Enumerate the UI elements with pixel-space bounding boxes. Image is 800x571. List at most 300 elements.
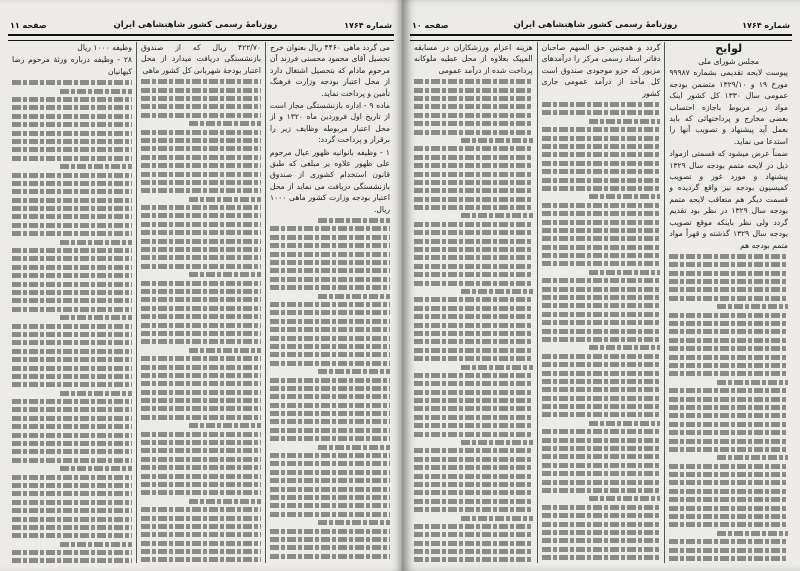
illegible-text-line (12, 198, 132, 203)
illegible-text-line (542, 278, 661, 283)
illegible-text-line (141, 172, 261, 177)
illegible-text-line (414, 297, 533, 302)
illegible-text-line (414, 398, 533, 403)
illegible-text-line (270, 310, 390, 315)
illegible-text-line (414, 499, 533, 504)
illegible-text-line (669, 480, 788, 485)
illegible-text-line (542, 102, 661, 107)
illegible-text-line (542, 127, 661, 132)
illegible-text-line (12, 416, 132, 421)
page-number: صفحه ۱۰ (412, 20, 449, 30)
illegible-text-line (669, 296, 788, 301)
illegible-text-line (669, 539, 788, 544)
illegible-text-line (589, 345, 660, 350)
illegible-text-line (60, 315, 132, 320)
illegible-text-line (12, 223, 132, 228)
illegible-text-line (461, 440, 532, 445)
illegible-text-line (189, 121, 261, 126)
illegible-text-line (141, 213, 261, 218)
illegible-text-line (270, 503, 390, 508)
illegible-text-line (542, 412, 661, 417)
illegible-text-line (414, 348, 533, 353)
illegible-text-line (542, 438, 661, 443)
illegible-text-line (270, 419, 390, 424)
illegible-text-line (542, 538, 661, 543)
illegible-text-line (414, 130, 533, 135)
illegible-text-line (542, 303, 661, 308)
illegible-text-line (270, 436, 390, 441)
illegible-text-line (414, 390, 533, 395)
illegible-text-line (12, 458, 132, 463)
illegible-text-line (542, 320, 661, 325)
illegible-text-line (270, 537, 390, 542)
illegible-text-line (270, 327, 390, 332)
illegible-text-line (141, 549, 261, 554)
paragraph: ۴۲۲/۷۰ ریال که از صندوق بازنشستگی دریافت میدارد از محل اعتبار بودجهٔ شهربانی کل کشور ماهی (141, 43, 261, 75)
illegible-text-line (542, 379, 661, 384)
illegible-text-line (12, 357, 132, 362)
illegible-text-line (669, 556, 788, 561)
illegible-text-line (141, 474, 261, 479)
illegible-text-line (270, 529, 390, 534)
illegible-text-line (270, 260, 390, 265)
illegible-text-line (669, 439, 788, 444)
illegible-text-line (141, 406, 261, 411)
column-left (8, 42, 136, 563)
illegible-text-line (717, 455, 788, 460)
paragraph: می گردد ماهی ۴۴۶۰ ریال بعنوان خرج تحصیل آقای محمود محسنی فرزند آن مرحوم مادام که بتحصیل اشتغال دارد از محل اعتبار بودجه وزارت فرهنگ تأمین و پرداخت نماید. (270, 43, 390, 98)
illegible-text-line (669, 271, 788, 276)
illegible-text-line (414, 222, 533, 227)
illegible-text-line (141, 557, 261, 562)
illegible-text-line (414, 180, 533, 185)
illegible-text-line (12, 105, 132, 110)
illegible-text-line (414, 255, 533, 260)
illegible-text-line (542, 236, 661, 241)
illegible-text-line (414, 272, 533, 277)
illegible-text-line (141, 306, 261, 311)
illegible-text-line (12, 122, 132, 127)
illegible-text-line (12, 483, 132, 488)
illegible-text-line (669, 254, 788, 259)
paragraph: ۱ - وظیفه بانوانیه ظهور عیال مرحوم علی ظهور علاوه بر مبلغی که طبق قانون استخدام کشوری از صندوق بازنشستگی دریافت می نماید از محل اعتبار بودجه وزارت کشور ماهی ۱۰۰۰ ریال. (270, 147, 390, 214)
newspaper-title: روزنامهٔ رسمی کشور شاهنشاهی ایران (513, 20, 678, 30)
illegible-text-line (141, 297, 261, 302)
column-right (265, 42, 394, 563)
illegible-text-line (542, 245, 661, 250)
illegible-text-line (141, 155, 261, 160)
paragraph: هزینه اعزام ورزشکاران در مسابقه المپیک بعلاوه از محل عطیه ملوکانه پرداخت شده از درآمد عمومی (413, 43, 533, 75)
illegible-text-line (141, 239, 261, 244)
illegible-text-line (414, 381, 533, 386)
newspaper-title: روزنامهٔ رسمی کشور شاهنشاهی ایران (113, 20, 278, 30)
illegible-text-line (12, 189, 132, 194)
illegible-text-line (12, 558, 132, 563)
illegible-text-line (669, 514, 788, 519)
illegible-text-line (141, 180, 261, 185)
illegible-text-line (669, 329, 788, 334)
illegible-text-line (414, 314, 533, 319)
illegible-text-line (189, 272, 261, 277)
illegible-text-line (141, 398, 261, 403)
illegible-text-line (542, 513, 661, 518)
illegible-text-line (270, 470, 390, 475)
illegible-text-line (12, 265, 132, 270)
illegible-text-line (141, 230, 261, 235)
illegible-text-line (12, 525, 132, 530)
illegible-text-line (542, 471, 661, 476)
header-rule (410, 34, 792, 41)
illegible-text-line (189, 499, 261, 504)
illegible-text-line (141, 205, 261, 210)
illegible-text-line (542, 404, 661, 409)
illegible-text-line (414, 264, 533, 269)
column-middle (136, 42, 265, 563)
page-number: صفحه ۱۱ (10, 20, 47, 30)
illegible-text-line (542, 312, 661, 317)
illegible-text-line (669, 321, 788, 326)
illegible-text-line (414, 96, 533, 101)
illegible-text-line (141, 457, 261, 462)
illegible-text-line (717, 304, 788, 309)
illegible-text-line (542, 547, 661, 552)
illegible-text-line (542, 329, 661, 334)
illegible-text-line (270, 268, 390, 273)
illegible-text-line (414, 172, 533, 177)
illegible-text-line (542, 387, 661, 392)
illegible-text-line (141, 264, 261, 269)
illegible-text-line (141, 255, 261, 260)
illegible-text-line (542, 186, 661, 191)
illegible-text-line (60, 164, 132, 169)
illegible-text-line (414, 356, 533, 361)
illegible-text-line (414, 146, 533, 151)
illegible-text-line (542, 136, 661, 141)
illegible-text-line (669, 405, 788, 410)
illegible-text-line (414, 323, 533, 328)
illegible-text-line (669, 397, 788, 402)
illegible-text-line (141, 524, 261, 529)
illegible-text-line (414, 155, 533, 160)
illegible-text-line (414, 415, 533, 420)
illegible-text-line (60, 240, 132, 245)
illegible-text-line (414, 281, 533, 286)
illegible-text-line (141, 138, 261, 143)
illegible-text-line (141, 339, 261, 344)
illegible-text-line (141, 104, 261, 109)
illegible-text-line (12, 114, 132, 119)
illegible-text-line (542, 522, 661, 527)
illegible-text-line (542, 530, 661, 535)
illegible-text-line (60, 89, 132, 94)
column-right (664, 42, 792, 563)
illegible-text-line (12, 282, 132, 287)
illegible-text-line (542, 463, 661, 468)
illegible-text-line (461, 365, 532, 370)
illegible-text-line (461, 289, 532, 294)
illegible-text-line (414, 490, 533, 495)
illegible-text-line (542, 144, 661, 149)
illegible-text-line (542, 505, 661, 510)
illegible-text-line (141, 79, 261, 84)
illegible-text-line (270, 411, 390, 416)
illegible-text-line (669, 262, 788, 267)
illegible-text-line (141, 381, 261, 386)
illegible-text-line (717, 531, 788, 536)
illegible-text-line (12, 441, 132, 446)
illegible-text-line (141, 163, 261, 168)
illegible-text-line (141, 130, 261, 135)
illegible-text-line (669, 313, 788, 318)
illegible-text-line (270, 394, 390, 399)
illegible-text-line (270, 478, 390, 483)
illegible-text-line (12, 147, 132, 152)
column-middle (537, 42, 665, 563)
illegible-text-line (12, 80, 132, 85)
illegible-text-line (12, 156, 132, 161)
illegible-text-line (12, 349, 132, 354)
illegible-text-line (461, 138, 532, 143)
illegible-text-line (12, 533, 132, 538)
illegible-text-line (141, 356, 261, 361)
illegible-text-line (414, 104, 533, 109)
issue-number: شماره ۱۷۶۴ (742, 20, 790, 30)
illegible-text-line (414, 507, 533, 512)
illegible-text-line (12, 399, 132, 404)
illegible-text-line (12, 139, 132, 144)
illegible-text-line (414, 448, 533, 453)
illegible-text-line (270, 277, 390, 282)
illegible-text-line (669, 279, 788, 284)
illegible-text-line (542, 152, 661, 157)
illegible-text-line (12, 340, 132, 345)
illegible-text-line (669, 430, 788, 435)
illegible-text-line (12, 449, 132, 454)
illegible-text-line (12, 475, 132, 480)
illegible-text-line (270, 319, 390, 324)
illegible-text-line (542, 169, 661, 174)
illegible-text-line (270, 453, 390, 458)
illegible-text-line (542, 429, 661, 434)
illegible-text-line (270, 554, 390, 559)
illegible-text-line (270, 243, 390, 248)
illegible-text-line (542, 555, 661, 560)
illegible-text-line (141, 247, 261, 252)
illegible-text-line (542, 228, 661, 233)
illegible-text-line (542, 480, 661, 485)
illegible-text-line (141, 465, 261, 470)
illegible-text-line (461, 213, 532, 218)
illegible-text-line (414, 113, 533, 118)
page-header (10, 18, 392, 32)
illegible-text-line (589, 496, 660, 501)
illegible-text-line (414, 339, 533, 344)
illegible-text-line (12, 550, 132, 555)
column-left (410, 42, 537, 563)
illegible-text-line (414, 331, 533, 336)
illegible-text-line (12, 181, 132, 186)
illegible-text-line (542, 287, 661, 292)
illegible-text-line (12, 374, 132, 379)
illegible-text-line (542, 161, 661, 166)
illegible-text-line (270, 235, 390, 240)
illegible-text-line (12, 332, 132, 337)
illegible-text-line (12, 424, 132, 429)
illegible-text-line (12, 131, 132, 136)
illegible-text-line (141, 289, 261, 294)
paragraph: پیوست لایحه تقدیمی بشماره ۹۹۹۸۷ مورخ ۱۹ و ۱۳۲۹/۱۰ متضمن بودجه عمومی سال ۱۳۳۰ کل کشور اینک مواد زیر مربوط باجازه احتساب بعضی مخارج و پرداختهائی که باید بعمل آید پیشنهاد و تصویب آنها را استدعا می نماید. (669, 68, 788, 146)
illegible-text-line (141, 323, 261, 328)
illegible-text-line (141, 146, 261, 151)
illegible-text-line (414, 88, 533, 93)
illegible-text-line (141, 432, 261, 437)
illegible-text-line (270, 545, 390, 550)
illegible-text-line (141, 222, 261, 227)
illegible-text-line (414, 205, 533, 210)
paragraph: ضمناً عرض میشود که قسمتی ازمواد ذیل در لایحه متمم بودجه سال ۱۳۲۹ پیشنهاد و مورد غور و تصویب کمیسیون بودجه نیز واقع گردیده و قسمت دیگر هم متعاقب لایحه متمم بودجه سال ۱۳۲۹ در نظر بود تقدیم گردد ولی نظر باینکه موقع تصویب بودجه سال ۱۳۲۹ گذشته و قهراً مواد متمم بودجه هم (669, 149, 788, 250)
illegible-text-line (414, 482, 533, 487)
illegible-text-line (12, 407, 132, 412)
illegible-text-line (270, 495, 390, 500)
illegible-text-line (414, 121, 533, 126)
paragraph: گردد و همچنین حق السهم صاحبان دفاتر اسناد رسمی مرکز را درآمدهای مزبور که جزو موجودی صندوق است کل مأخذ از درآمد عمومی جاری کشور (541, 43, 661, 98)
illegible-text-line (669, 363, 788, 368)
illegible-text-line (141, 365, 261, 370)
illegible-text-line (141, 331, 261, 336)
illegible-text-line (270, 252, 390, 257)
illegible-text-line (141, 390, 261, 395)
illegible-text-line (141, 373, 261, 378)
illegible-text-line (141, 113, 261, 118)
illegible-text-line (669, 497, 788, 502)
illegible-text-line (60, 466, 132, 471)
illegible-text-line (669, 355, 788, 360)
illegible-text-line (141, 440, 261, 445)
illegible-text-line (669, 287, 788, 292)
illegible-text-line (12, 248, 132, 253)
illegible-text-line (270, 336, 390, 341)
illegible-text-line (461, 516, 532, 521)
illegible-text-line (12, 500, 132, 505)
illegible-text-line (542, 261, 661, 266)
illegible-text-line (414, 188, 533, 193)
illegible-text-line (141, 415, 261, 420)
illegible-text-line (318, 294, 390, 299)
header-rule (8, 34, 394, 41)
illegible-text-line (669, 338, 788, 343)
illegible-text-line (12, 382, 132, 387)
newspaper-page-10 (402, 0, 800, 571)
illegible-text-line (669, 422, 788, 427)
illegible-text-line (669, 447, 788, 452)
illegible-text-line (12, 290, 132, 295)
illegible-text-line (12, 214, 132, 219)
illegible-text-line (60, 391, 132, 396)
illegible-text-line (141, 532, 261, 537)
illegible-text-line (141, 88, 261, 93)
illegible-text-line (141, 448, 261, 453)
illegible-text-line (589, 119, 660, 124)
illegible-text-line (542, 110, 661, 115)
illegible-text-line (12, 206, 132, 211)
illegible-text-line (318, 218, 390, 223)
illegible-text-line (270, 302, 390, 307)
illegible-text-line (542, 446, 661, 451)
illegible-text-line (141, 507, 261, 512)
illegible-text-line (141, 314, 261, 319)
illegible-text-line (12, 491, 132, 496)
illegible-text-line (589, 421, 660, 426)
illegible-text-line (542, 354, 661, 359)
paragraph: وظیفه ۱۰۰۰ ریال (77, 43, 132, 52)
illegible-text-line (141, 516, 261, 521)
illegible-text-line (270, 352, 390, 357)
illegible-text-line (414, 557, 533, 562)
illegible-text-line (542, 295, 661, 300)
illegible-text-line (141, 281, 261, 286)
illegible-text-line (141, 490, 261, 495)
illegible-text-line (669, 388, 788, 393)
illegible-text-line (542, 396, 661, 401)
section-heading: لوایح (715, 42, 743, 55)
text-columns (410, 42, 792, 563)
illegible-text-line (589, 270, 660, 275)
illegible-text-line (669, 464, 788, 469)
section-subheading: مجلس شورای ملی (698, 57, 760, 66)
illegible-text-line (12, 273, 132, 278)
illegible-text-line (270, 386, 390, 391)
illegible-text-line (414, 197, 533, 202)
illegible-text-line (669, 472, 788, 477)
illegible-text-line (414, 465, 533, 470)
illegible-text-line (270, 378, 390, 383)
illegible-text-line (669, 506, 788, 511)
issue-number: شماره ۱۷۶۴ (344, 20, 392, 30)
illegible-text-line (12, 517, 132, 522)
illegible-text-line (414, 247, 533, 252)
illegible-text-line (414, 406, 533, 411)
illegible-text-line (669, 522, 788, 527)
illegible-text-line (669, 346, 788, 351)
illegible-text-line (542, 454, 661, 459)
illegible-text-line (542, 220, 661, 225)
illegible-text-line (270, 361, 390, 366)
illegible-text-line (12, 508, 132, 513)
illegible-text-line (270, 487, 390, 492)
illegible-text-line (414, 457, 533, 462)
illegible-text-line (542, 253, 661, 258)
illegible-text-line (12, 97, 132, 102)
illegible-text-line (141, 188, 261, 193)
illegible-text-line (270, 461, 390, 466)
illegible-text-line (189, 348, 261, 353)
illegible-text-line (669, 371, 788, 376)
illegible-text-line (414, 432, 533, 437)
illegible-text-line (542, 337, 661, 342)
illegible-text-line (270, 344, 390, 349)
illegible-text-line (12, 173, 132, 178)
illegible-text-line (12, 256, 132, 261)
illegible-text-line (270, 428, 390, 433)
illegible-text-line (542, 178, 661, 183)
illegible-text-line (414, 524, 533, 529)
illegible-text-line (542, 371, 661, 376)
illegible-text-line (60, 542, 132, 547)
illegible-text-line (270, 403, 390, 408)
illegible-text-line (270, 285, 390, 290)
illegible-text-line (542, 203, 661, 208)
illegible-text-line (318, 369, 390, 374)
